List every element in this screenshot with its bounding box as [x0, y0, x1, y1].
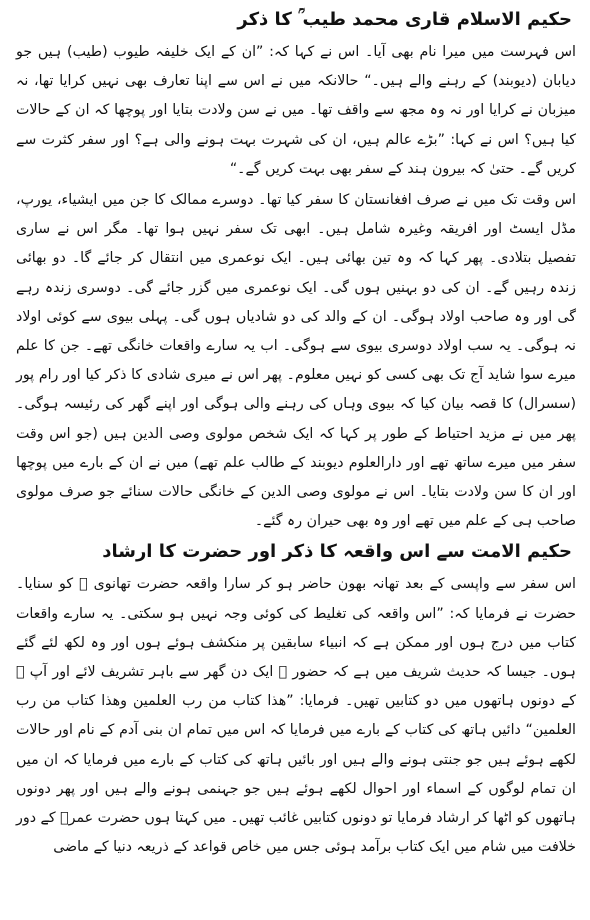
paragraph-fortune-list: اس فہرست میں میرا نام بھی آیا۔ اس نے کہا کہ: ”ان کے ایک خلیفہ طیوب (طیب) ہیں جو دیابان (دیوبند) کے رہنے والے ہیں۔“ حالانکہ میں نے اس سے اپنا تعارف بھی نہیں کرایا تھا، نہ میزبان نے کرایا اور نہ وہ مجھ سے واقف تھا۔ میں نے سن ولادت بتایا اور پوچھا کہ ان کے حالات کیا ہیں؟ اس نے کہا: ”بڑے عالم ہیں، ان کی شہرت بہت ہونے والی ہے؟ اور سفر کثرت سے کریں گے۔ حتیٰ کہ بیرون ہند کے سفر بھی بہت کریں گے۔“ [16, 44, 576, 177]
paragraph-travel-and-family: اس وقت تک میں نے صرف افغانستان کا سفر کیا تھا۔ دوسرے ممالک کا جن میں ایشیاء، یورپ، مڈل ایسٹ اور افریقہ وغیرہ شامل ہیں۔ ابھی تک سفر نہیں ہوا تھا۔ مگر اس نے ساری تفصیل بتلادی۔ پھر کہا کہ وہ تین بھائی ہیں۔ ایک نوعمری میں انتقال کر جائے گا۔ دو بھائی زندہ رہیں گے۔ ان کی دو بہنیں ہوں گی۔ ایک نوعمری میں گزر جائے گی۔ دوسری زندہ رہے گی اور وہ صاحب اولاد ہوگی۔ ان کے والد کی دو شادیاں ہوں گی۔ پہلی بیوی سے کوئی اولاد نہ ہوگی۔ یہ سب اولاد دوسری بیوی سے ہوگی۔ اب یہ سارے واقعات خانگی تھے۔ جن کا علم میرے سوا شاید آج تک بھی کسی کو نہیں معلوم۔ پھر اس نے میری شادی کا ذکر کیا اور رام پور (سسرال) کا قصہ بیان کیا کہ بیوی وہاں کی رہنے والی ہوگی اور اپنے گھر کی رئیسہ ہوگی۔ پھر میں نے مزید احتیاط کے طور پر کہا کہ ایک شخص مولوی وصی الدین ہیں (جو اس وقت سفر میں میرے ساتھ تھے اور دارالعلوم دیوبند کے طالب علم تھے) میں نے ان کے بارے میں پوچھا اور ان کا سن ولادت بتایا۔ اس نے مولوی وصی الدین کے خانگی حالات سنائے جو صرف مولوی صاحب ہی کے علم میں تھے اور وہ بھی حیران رہ گئے۔ [16, 192, 576, 530]
section-heading-hakim-ul-ummat: حکیم الامت سے اس واقعہ کا ذکر اور حضرت کا ارشاد [102, 541, 572, 563]
paragraph-thanvi-response: اس سفر سے واپسی کے بعد تھانہ بھون حاضر ہو کر سارا واقعہ حضرت تھانوی ؒ کو سنایا۔ حضرت نے فرمایا کہ: ”اس واقعہ کی تغلیط کی کوئی وجہ نہیں ہو سکتی۔ یہ سارے واقعات کتاب میں درج ہوں اور ممکن ہے کہ انبیاء سابقین پر منکشف ہوئے ہوں اور وہ لکھ لئے گئے ہوں۔ جیسا کہ حدیث شریف میں ہے کہ حضور ﷺ ایک دن گھر سے باہر تشریف لائے اور آپ ﷺ کے دونوں ہاتھوں میں دو کتابیں تھیں۔ فرمایا: ”ھذا کتاب من رب العلمین وھذا کتاب من رب العلمین“ دائیں ہاتھ کی کتاب کے بارے میں فرمایا کہ اس میں تمام ان بنی آدم کے نام اور حالات لکھے ہوئے ہیں جو جنتی ہونے والے ہیں اور بائیں ہاتھ کی کتاب کے بارے میں فرمایا کہ ان میں ان تمام لوگوں کے اسماء اور احوال لکھے ہوئے ہیں جو جہنمی ہونے والے ہیں اور پھر دونوں ہاتھوں کو اٹھا کر ارشاد فرمایا تو دونوں کتابیں غائب تھیں۔ میں کہتا ہوں حضرت عمرؓ کے دور خلافت میں شام میں ایک کتاب برآمد ہوئی جس میں خاص قواعد کے ذریعہ دنیا کے ماضی [16, 576, 576, 856]
section-heading-qari-tayyib: حکیم الاسلام قاری محمد طیب ؒ کا ذکر [237, 9, 572, 30]
